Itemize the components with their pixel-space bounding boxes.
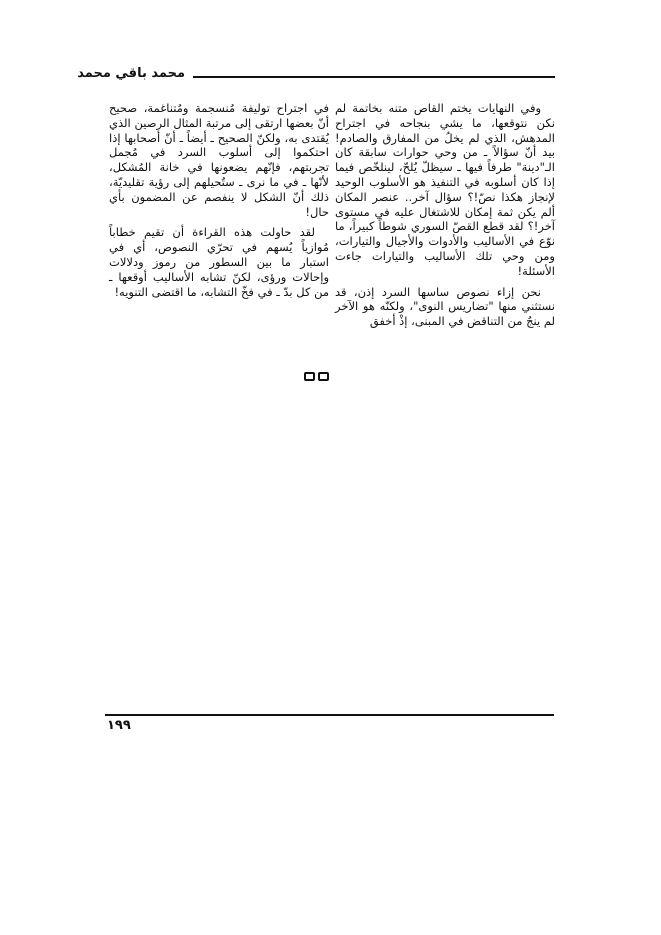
text-column-right — [335, 101, 555, 335]
paragraph: لقد حاولت هذه القراءة أن تقيم خطاباً مُوازياً يُسهم في تحرّي النصوص، أي في استبار ما بين السطور من رموز ودلالات وإحالات ورؤى، لكنّ تشابه الأساليب أوقعها ـ من كل بدّ ـ في فخّ التشابه، ما اقتضى التنويه! — [109, 225, 329, 299]
paragraph: في اجتراح توليفة مُنسجمة ومُتناغمة، صحيح أنّ بعضها ارتقى إلى مرتبة المثال الرصين الذي يُقتدى به، ولكنّ الصحيح ـ أيضاً ـ أنّ أصحابها إذا احتكموا إلى أسلوب السرد في مُجمل تجربتهم، فإنّهم يضعونها في خانة المُشكل، لأنّها ـ في ما نرى ـ ستُحيلهم إلى رؤية تقليديّة، ذلك أنّ الشكل لا ينفصم عن المضمون بأي حال! — [109, 101, 329, 219]
text-column-left — [109, 101, 329, 305]
square-ornament-icon — [304, 372, 315, 381]
section-end-ornament — [301, 372, 331, 384]
page-number: ١٩٩ — [107, 718, 131, 733]
paragraph: وفي النهايات يختم القاص متنه بخاتمة لم نكن نتوقعها، ما يشي بنجاحه في اجتراح المدهش، الذي لم يخلُ من المفارق والصادم! بيد أنّ سؤالاً ـ من وحي حوارات سابقة كان الـ"دينة" طرفاً فيها ـ سيظلّ يُلحّ، لينلخّص فيما إذا كان أسلوبه في التنفيذ هو الأسلوب الوحيد لإنجاز هكذا نصّ!؟ سؤال آخر.. عنصر المكان ألم يكن ثمة إمكان للاشتغال عليه في مستوى آخر!؟ لقد قطع القصّ السوري شوطاً كبيراً، ما نوّع في الأساليب والأدوات والأجيال والتيارات، ومن وحي تلك الأساليب والتيارات جاءت الأسئلة! — [335, 101, 555, 278]
paragraph: نحن إزاء نصوص ساسها السرد إذن، قد نستثني منها "تضاريس النوى"، ولكنّه هو الآخر لم ينجُ من التناقض في المبنى، إذْ أخفق — [335, 284, 555, 329]
square-ornament-icon — [318, 372, 329, 381]
footer-rule — [105, 714, 554, 716]
author-name: محمد باقي محمد — [77, 66, 185, 81]
running-header — [77, 66, 555, 86]
header-rule — [193, 76, 555, 78]
